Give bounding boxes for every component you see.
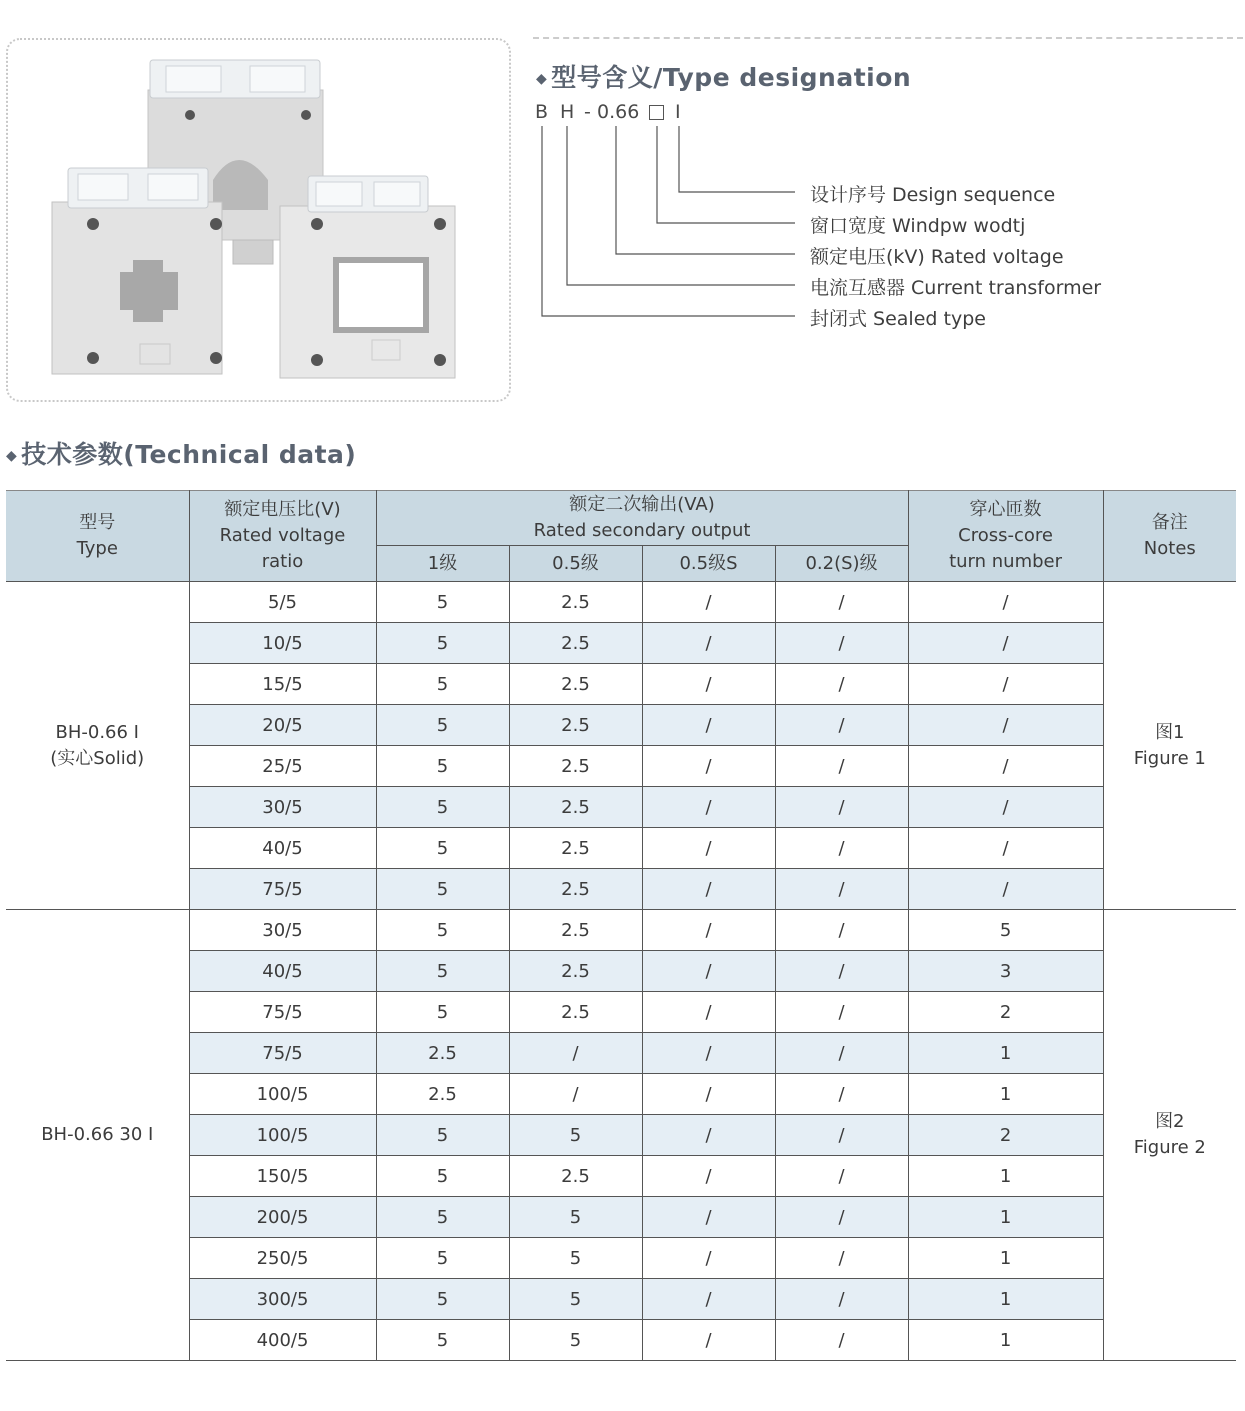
- top-dashed-rule: [533, 37, 1243, 39]
- header-cross-core-turns: 穿心匝数 Cross-core turn number: [908, 491, 1103, 582]
- table-row: [6, 664, 1236, 705]
- class-1-cell: 5: [376, 910, 509, 951]
- ratio-cell: 100/5: [189, 1074, 376, 1115]
- class-1-cell: 5: [376, 787, 509, 828]
- table-row: [6, 1238, 1236, 1279]
- turns-cell: 2: [908, 1115, 1103, 1156]
- diamond-bullet-icon: ◆: [536, 71, 548, 87]
- class-0-2s-cell: /: [775, 664, 908, 705]
- ratio-cell: 250/5: [189, 1238, 376, 1279]
- turns-cell: /: [908, 746, 1103, 787]
- class-1-cell: 5: [376, 951, 509, 992]
- notes-line: 图1: [1155, 721, 1185, 743]
- class-0-2s-cell: /: [775, 705, 908, 746]
- ratio-cell: 5/5: [189, 582, 376, 623]
- ratio-cell: 20/5: [189, 705, 376, 746]
- class-0-5-cell: /: [509, 1074, 642, 1115]
- class-0-2s-cell: /: [775, 1033, 908, 1074]
- class-0-5s-cell: /: [642, 1238, 775, 1279]
- class-0-2s-cell: /: [775, 828, 908, 869]
- turns-cell: 1: [908, 1238, 1103, 1279]
- class-0-2s-cell: /: [775, 1156, 908, 1197]
- notes-line: 图2: [1155, 1111, 1185, 1132]
- table-row: [6, 1033, 1236, 1074]
- class-0-5s-cell: /: [642, 992, 775, 1033]
- right-transformer-image: [280, 176, 455, 378]
- table-row: [6, 910, 1236, 951]
- class-1-cell: 5: [376, 1115, 509, 1156]
- turns-cell: 5: [908, 910, 1103, 951]
- class-0-5s-cell: /: [642, 623, 775, 664]
- class-0-5s-cell: /: [642, 582, 775, 623]
- product-photo-panel: [6, 38, 511, 402]
- class-0-5s-cell: /: [642, 1197, 775, 1238]
- class-0-5s-cell: /: [642, 951, 775, 992]
- class-0-5s-cell: /: [642, 910, 775, 951]
- class-0-5-cell: 2.5: [509, 746, 642, 787]
- type-cell: [6, 582, 189, 910]
- turns-cell: 1: [908, 1320, 1103, 1361]
- turns-cell: /: [908, 664, 1103, 705]
- code-voltage: 0.66: [597, 101, 640, 123]
- header-notes: 备注 Notes: [1103, 491, 1236, 582]
- current-transformer-illustration: [8, 40, 513, 404]
- class-1-cell: 2.5: [376, 1074, 509, 1115]
- class-0-5-cell: 5: [509, 1279, 642, 1320]
- class-0-5s-cell: /: [642, 664, 775, 705]
- technical-data-body: [6, 582, 1236, 1361]
- class-0-5-cell: 2.5: [509, 828, 642, 869]
- diamond-bullet-icon: ◆: [6, 448, 18, 464]
- turns-cell: 3: [908, 951, 1103, 992]
- table-row: [6, 705, 1236, 746]
- code-window-box-icon: [649, 105, 664, 120]
- class-0-5-cell: 2.5: [509, 1156, 642, 1197]
- class-0-5-cell: /: [509, 1033, 642, 1074]
- turns-cell: /: [908, 582, 1103, 623]
- code-dash: -: [584, 101, 591, 123]
- class-1-cell: 5: [376, 623, 509, 664]
- class-0-5s-cell: /: [642, 787, 775, 828]
- class-1-cell: 2.5: [376, 1033, 509, 1074]
- legend-window-width: 窗口宽度 Windpw wodtj: [810, 215, 1026, 237]
- notes-cell: [1103, 910, 1236, 1361]
- class-1-cell: 5: [376, 746, 509, 787]
- class-1-cell: 5: [376, 992, 509, 1033]
- class-0-5s-cell: /: [642, 1320, 775, 1361]
- class-0-2s-cell: /: [775, 869, 908, 910]
- turns-cell: /: [908, 623, 1103, 664]
- class-0-2s-cell: /: [775, 787, 908, 828]
- class-0-5-cell: 2.5: [509, 869, 642, 910]
- header-class-0-5: 0.5级: [509, 546, 642, 582]
- ratio-cell: 75/5: [189, 869, 376, 910]
- class-0-5-cell: 2.5: [509, 582, 642, 623]
- class-0-5-cell: 2.5: [509, 992, 642, 1033]
- ratio-cell: 300/5: [189, 1279, 376, 1320]
- class-1-cell: 5: [376, 1197, 509, 1238]
- legend-sealed-type: 封闭式 Sealed type: [810, 308, 986, 330]
- technical-data-heading: ◆ 技术参数(Technical data): [6, 440, 357, 469]
- legend-design-sequence: 设计序号 Design sequence: [810, 184, 1056, 206]
- table-row: [6, 1156, 1236, 1197]
- class-0-2s-cell: /: [775, 1320, 908, 1361]
- table-row: [6, 951, 1236, 992]
- class-1-cell: 5: [376, 664, 509, 705]
- type-line: (实心Solid): [50, 747, 145, 769]
- class-0-5-cell: 5: [509, 1320, 642, 1361]
- ratio-cell: 200/5: [189, 1197, 376, 1238]
- turns-cell: 1: [908, 1074, 1103, 1115]
- turns-cell: /: [908, 869, 1103, 910]
- table-row: [6, 623, 1236, 664]
- class-0-5s-cell: /: [642, 1115, 775, 1156]
- header-class-0-5s: 0.5级S: [642, 546, 775, 582]
- class-0-2s-cell: /: [775, 1197, 908, 1238]
- turns-cell: 1: [908, 1197, 1103, 1238]
- class-1-cell: 5: [376, 582, 509, 623]
- left-transformer-image: [52, 168, 222, 374]
- class-0-2s-cell: /: [775, 1115, 908, 1156]
- legend-current-transformer: 电流互感器 Current transformer: [810, 277, 1102, 299]
- turns-cell: 1: [908, 1033, 1103, 1074]
- class-0-5-cell: 5: [509, 1115, 642, 1156]
- table-row: [6, 992, 1236, 1033]
- technical-data-table: [6, 490, 1236, 1361]
- turns-cell: /: [908, 705, 1103, 746]
- turns-cell: 1: [908, 1156, 1103, 1197]
- class-0-5-cell: 2.5: [509, 664, 642, 705]
- code-letter-h: H: [560, 101, 575, 123]
- table-row: [6, 1320, 1236, 1361]
- class-0-5s-cell: /: [642, 1033, 775, 1074]
- ratio-cell: 75/5: [189, 992, 376, 1033]
- class-1-cell: 5: [376, 1279, 509, 1320]
- table-row: [6, 1197, 1236, 1238]
- turns-cell: /: [908, 787, 1103, 828]
- class-0-5-cell: 2.5: [509, 787, 642, 828]
- header-type: 型号 Type: [6, 491, 189, 582]
- table-row: [6, 1279, 1236, 1320]
- class-0-2s-cell: /: [775, 1238, 908, 1279]
- turns-cell: /: [908, 828, 1103, 869]
- header-class-1: 1级: [376, 546, 509, 582]
- class-0-2s-cell: /: [775, 623, 908, 664]
- class-1-cell: 5: [376, 1156, 509, 1197]
- header-rated-voltage-ratio: 额定电压比(V) Rated voltage ratio: [189, 491, 376, 582]
- ratio-cell: 30/5: [189, 910, 376, 951]
- table-row: [6, 869, 1236, 910]
- ratio-cell: 40/5: [189, 951, 376, 992]
- class-1-cell: 5: [376, 869, 509, 910]
- class-0-5-cell: 5: [509, 1238, 642, 1279]
- class-1-cell: 5: [376, 705, 509, 746]
- class-0-2s-cell: /: [775, 910, 908, 951]
- class-0-5s-cell: /: [642, 1279, 775, 1320]
- class-0-2s-cell: /: [775, 1279, 908, 1320]
- table-row: [6, 582, 1236, 623]
- table-row: [6, 746, 1236, 787]
- ratio-cell: 400/5: [189, 1320, 376, 1361]
- ratio-cell: 75/5: [189, 1033, 376, 1074]
- table-row: [6, 828, 1236, 869]
- class-0-5s-cell: /: [642, 746, 775, 787]
- class-1-cell: 5: [376, 828, 509, 869]
- header-class-0-2s: 0.2(S)级: [775, 546, 908, 582]
- ratio-cell: 15/5: [189, 664, 376, 705]
- class-0-5s-cell: /: [642, 828, 775, 869]
- ratio-cell: 40/5: [189, 828, 376, 869]
- notes-line: Figure 1: [1133, 747, 1206, 769]
- type-cell: [6, 910, 189, 1361]
- class-0-5-cell: 2.5: [509, 951, 642, 992]
- table-row: [6, 1074, 1236, 1115]
- code-sequence: I: [675, 101, 681, 123]
- notes-line: Figure 2: [1133, 1137, 1206, 1158]
- class-0-2s-cell: /: [775, 951, 908, 992]
- type-designation-heading: ◆ 型号含义/Type designation: [536, 63, 912, 92]
- legend-rated-voltage: 额定电压(kV) Rated voltage: [810, 246, 1064, 268]
- ratio-cell: 100/5: [189, 1115, 376, 1156]
- ratio-cell: 30/5: [189, 787, 376, 828]
- turns-cell: 1: [908, 1279, 1103, 1320]
- table-row: [6, 1115, 1236, 1156]
- type-line: BH-0.66 Ⅰ: [55, 721, 139, 743]
- table-row: [6, 787, 1236, 828]
- class-0-2s-cell: /: [775, 1074, 908, 1115]
- ratio-cell: 150/5: [189, 1156, 376, 1197]
- code-letter-b: B: [535, 101, 549, 123]
- class-0-2s-cell: /: [775, 992, 908, 1033]
- ratio-cell: 10/5: [189, 623, 376, 664]
- class-1-cell: 5: [376, 1320, 509, 1361]
- notes-cell: [1103, 582, 1236, 910]
- class-0-5s-cell: /: [642, 705, 775, 746]
- class-0-5-cell: 2.5: [509, 910, 642, 951]
- header-rated-secondary-output: 额定二次输出(VA) Rated secondary output: [376, 491, 908, 546]
- ratio-cell: 25/5: [189, 746, 376, 787]
- class-0-5s-cell: /: [642, 1156, 775, 1197]
- class-0-5s-cell: /: [642, 869, 775, 910]
- class-0-5-cell: 2.5: [509, 623, 642, 664]
- class-1-cell: 5: [376, 1238, 509, 1279]
- class-0-5-cell: 2.5: [509, 705, 642, 746]
- class-0-5s-cell: /: [642, 1074, 775, 1115]
- type-line: BH-0.66 30 Ⅰ: [41, 1124, 154, 1145]
- turns-cell: 2: [908, 992, 1103, 1033]
- class-0-5-cell: 5: [509, 1197, 642, 1238]
- class-0-2s-cell: /: [775, 746, 908, 787]
- class-0-2s-cell: /: [775, 582, 908, 623]
